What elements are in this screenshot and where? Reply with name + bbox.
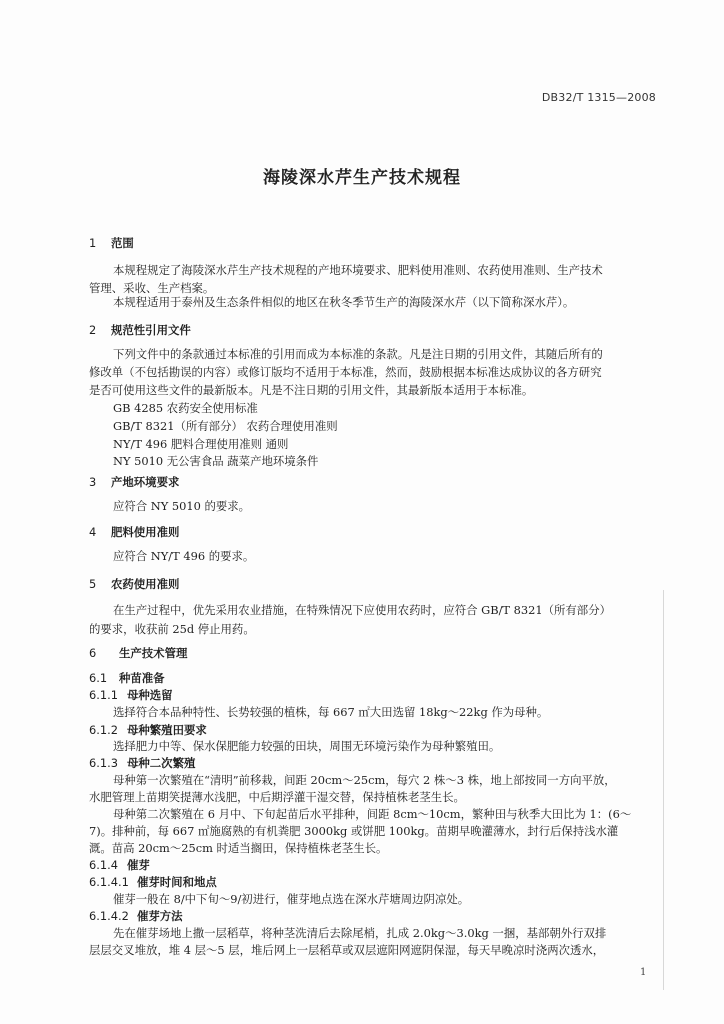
section-2-para-line: 下列文件中的条款通过本标准的引用而成为本标准的条款。凡是注日期的引用文件，其随后所有的 [113, 347, 603, 361]
section-6-1-3-heading: 6.1.3 母种二次繁殖 [89, 756, 196, 770]
section-1-heading: 1 范围 [89, 236, 134, 250]
section-6-1-4-1-para: 催芽一般在 8/中下旬～9/初进行，催芽地点选在深水芹塘周边阴凉处。 [113, 892, 470, 906]
page-number: 1 [640, 967, 647, 978]
reference-item: NY 5010 无公害食品 蔬菜产地环境条件 [113, 454, 319, 468]
scan-edge-line [663, 590, 664, 990]
section-6-1-heading: 6.1 种苗准备 [89, 671, 165, 685]
section-6-1-4-heading: 6.1.4 催芽 [89, 858, 150, 872]
reference-item: GB/T 8321（所有部分） 农药合理使用准则 [113, 419, 338, 433]
section-2-para-line: 是否可使用这些文件的最新版本。凡是不注日期的引用文件，其最新版本适用于本标准。 [89, 383, 534, 397]
section-4-heading: 4 肥料使用准则 [89, 525, 180, 539]
section-5-heading: 5 农药使用准则 [89, 577, 180, 591]
section-6-1-4-2-para-line: 层层交叉堆放，堆 4 层～5 层，堆后网上一层稻草或双层遮阳网遮阴保湿，每天早晚凉时浇两次透水， [89, 943, 605, 957]
section-6-1-3-para-line: 母种第二次繁殖在 6 月中、下旬起苗后水平排种，间距 8cm～10cm，繁种田与秋季大田比为 1：(6～ [113, 807, 632, 821]
section-4-para: 应符合 NY/T 496 的要求。 [113, 549, 255, 563]
section-1-para-line: 管理、采收、生产档案。 [89, 281, 215, 295]
section-6-1-2-heading: 6.1.2 母种繁殖田要求 [89, 723, 207, 737]
section-6-1-3-para-line: 水肥管理上苗期笑提薄水浅肥，中后期浮灌干湿交替，保持植株老茎生长。 [89, 790, 465, 804]
section-6-1-3-para-line: 7)。排种前，每 667 ㎡施腐熟的有机粪肥 3000kg 或饼肥 100kg。苗期早晚灌薄水，封行后保持浅水灌 [89, 824, 619, 838]
section-6-1-1-para: 选择符合本品种特性、长势较强的植株，每 667 ㎡大田选留 18kg～22kg 作为母种。 [113, 705, 549, 719]
reference-item: GB 4285 农药安全使用标准 [113, 401, 258, 415]
section-1-para-line: 本规程规定了海陵深水芹生产技术规程的产地环境要求、肥料使用准则、农药使用准则、生产技术 [113, 263, 603, 277]
section-5-para-line: 的要求，收获前 25d 停止用药。 [89, 622, 255, 636]
section-6-1-4-2-heading: 6.1.4.2 催芽方法 [89, 909, 183, 923]
section-3-heading: 3 产地环境要求 [89, 475, 180, 489]
section-1-para-line: 本规程适用于泰州及生态条件相似的地区在秋冬季节生产的海陵深水芹（以下简称深水芹）。 [113, 295, 575, 309]
section-6-1-2-para: 选择肥力中等、保水保肥能力较强的田块，周围无环境污染作为母种繁殖田。 [113, 739, 501, 753]
document-title: 海陵深水芹生产技术规程 [263, 168, 461, 188]
reference-item: NY/T 496 肥料合理使用准则 通则 [113, 437, 289, 451]
section-3-para: 应符合 NY 5010 的要求。 [113, 499, 251, 513]
section-6-1-3-para-line: 溉。苗高 20cm～25cm 时适当搁田，保持植株老茎生长。 [89, 841, 388, 855]
section-2-para-line: 修改单（不包括勘误的内容）或修订版均不适用于本标准，然而，鼓励根据本标准达成协议的各方研究 [89, 365, 602, 379]
section-6-1-4-2-para-line: 先在催芽场地上撒一层稻草，将种茎洗清后去除尾梢，扎成 2.0kg～3.0kg 一捆，基部朝外行双排 [113, 926, 607, 940]
standard-code: DB32/T 1315—2008 [541, 91, 656, 104]
section-6-1-4-1-heading: 6.1.4.1 催芽时间和地点 [89, 875, 217, 889]
section-6-1-1-heading: 6.1.1 母种选留 [89, 688, 173, 702]
section-2-heading: 2 规范性引用文件 [89, 323, 191, 337]
section-6-heading: 6 生产技术管理 [89, 646, 188, 660]
section-5-para-line: 在生产过程中，优先采用农业措施，在特殊情况下应使用农药时，应符合 GB/T 8321（所有部分） [113, 603, 611, 617]
section-6-1-3-para-line: 母种第一次繁殖在“清明”前移栽，间距 20cm～25cm，每穴 2 株～3 株，地上部按同一方向平放， [113, 773, 616, 787]
